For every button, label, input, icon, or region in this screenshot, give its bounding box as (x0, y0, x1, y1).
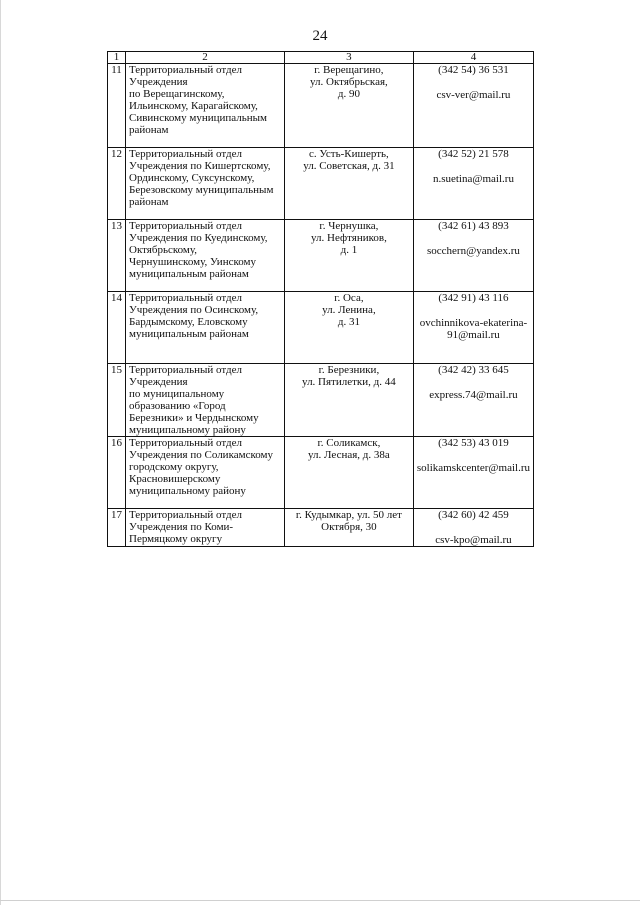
address-cell (284, 364, 413, 437)
address-cell (284, 437, 413, 509)
table-row (108, 292, 534, 364)
address-line: д. 1 (340, 244, 358, 256)
address-line: ул. Нефтяников, (311, 232, 387, 244)
address-line: Октября, 30 (321, 521, 377, 533)
column-header-2: 2 (126, 52, 285, 64)
contact-cell (413, 437, 533, 509)
email-link[interactable]: express.74@mail.ru (429, 389, 518, 401)
department-name-line: Учреждения (129, 76, 188, 88)
address-cell (284, 148, 413, 220)
department-name-cell (126, 364, 285, 437)
department-name-line: муниципальным районам (129, 268, 249, 280)
scan-edge-bottom (0, 900, 640, 901)
department-name-line: районам (129, 124, 169, 136)
address-cell (284, 220, 413, 292)
address-line: ул. Октябрьская, (310, 76, 388, 88)
address-line: г. Верещагино, (314, 64, 384, 76)
contact-cell (413, 364, 533, 437)
row-number: 15 (108, 364, 126, 437)
address-line: г. Оса, (334, 292, 364, 304)
phone-number: (342 53) 43 019 (438, 437, 509, 449)
contact-cell (413, 64, 533, 148)
address-cell (284, 292, 413, 364)
department-name-line: Учреждения по Коми- (129, 521, 234, 533)
contact-cell (413, 220, 533, 292)
row-number: 14 (108, 292, 126, 364)
scan-edge-left (0, 0, 1, 905)
phone-number: (342 61) 43 893 (438, 220, 509, 232)
email-link[interactable]: ovchinnikova-ekaterina-91@mail.ru (419, 317, 528, 341)
row-number: 11 (108, 64, 126, 148)
department-name-line: Сивинскому муниципальным (129, 112, 267, 124)
department-name-line: Красновишерскому (129, 473, 221, 485)
department-name-line: Территориальный отдел (129, 509, 243, 521)
table-header (108, 52, 534, 64)
phone-number: (342 54) 36 531 (438, 64, 509, 76)
department-name-line: Бардымскому, Еловскому (129, 316, 248, 328)
address-line: с. Усть-Кишерть, (309, 148, 389, 160)
address-line: г. Чернушка, (319, 220, 379, 232)
department-name-line: Ординскому, Суксунскому, (129, 172, 255, 184)
address-line: ул. Ленина, (322, 304, 376, 316)
row-number: 13 (108, 220, 126, 292)
contact-cell (413, 509, 533, 547)
header-row (108, 52, 534, 64)
department-name-line: по муниципальному (129, 388, 225, 400)
department-name-line: по Верещагинскому, (129, 88, 225, 100)
department-name-line: Учреждения по Куединскому, (129, 232, 268, 244)
contact-cell (413, 148, 533, 220)
address-line: г. Кудымкар, ул. 50 лет (295, 509, 402, 521)
department-name-line: Ильинскому, Карагайскому, (129, 100, 258, 112)
department-name-line: Березники» и Чердынскому (129, 412, 259, 424)
phone-number: (342 91) 43 116 (438, 292, 509, 304)
email-link[interactable]: csv-ver@mail.ru (436, 89, 511, 101)
department-name-line: Территориальный отдел (129, 220, 243, 232)
department-name-line: Пермяцкому округу (129, 533, 223, 545)
page-number: 24 (312, 28, 328, 44)
address-line: г. Соликамск, (317, 437, 381, 449)
table-row (108, 509, 534, 547)
department-name-line: Чернушинскому, Уинскому (129, 256, 256, 268)
department-name-line: Учреждения по Кишертскому, (129, 160, 271, 172)
table-row (108, 64, 534, 148)
department-name-cell (126, 220, 285, 292)
row-number: 16 (108, 437, 126, 509)
department-name-line: Территориальный отдел (129, 64, 243, 76)
address-line: ул. Советская, д. 31 (303, 160, 395, 172)
table-row (108, 220, 534, 292)
department-name-line: муниципальному району (129, 424, 246, 436)
address-line: ул. Пятилетки, д. 44 (302, 376, 396, 388)
column-header-3: 3 (284, 52, 413, 64)
department-name-line: Территориальный отдел (129, 148, 243, 160)
department-name-line: городскому округу, (129, 461, 219, 473)
email-link[interactable]: socchern@yandex.ru (427, 245, 520, 257)
department-name-line: Территориальный отдел (129, 364, 243, 376)
row-number: 12 (108, 148, 126, 220)
row-number: 17 (108, 509, 126, 547)
email-link[interactable]: solikamskcenter@mail.ru (416, 462, 530, 474)
address-line: г. Березники, (318, 364, 380, 376)
department-name-cell (126, 292, 285, 364)
department-name-line: муниципальному району (129, 485, 246, 497)
table-row (108, 364, 534, 437)
department-name-line: муниципальным районам (129, 328, 249, 340)
email-link[interactable]: csv-kpo@mail.ru (435, 534, 512, 546)
department-name-line: Территориальный отдел (129, 437, 243, 449)
phone-number: (342 52) 21 578 (438, 148, 509, 160)
address-cell (284, 64, 413, 148)
department-name-line: образованию «Город (129, 400, 226, 412)
address-line: ул. Лесная, д. 38а (308, 449, 390, 461)
contact-cell (413, 292, 533, 364)
department-name-line: Территориальный отдел (129, 292, 243, 304)
phone-number: (342 42) 33 645 (438, 364, 509, 376)
address-cell (284, 509, 413, 547)
table-row (108, 437, 534, 509)
email-link[interactable]: n.suetina@mail.ru (432, 173, 514, 185)
department-name-line: Учреждения (129, 376, 188, 388)
address-line: д. 90 (337, 88, 360, 100)
address-line: д. 31 (337, 316, 360, 328)
column-header-4: 4 (413, 52, 533, 64)
department-name-line: Учреждения по Соликамскому (129, 449, 274, 461)
department-name-line: Учреждения по Осинскому, (129, 304, 259, 316)
department-name-cell (126, 509, 285, 547)
contacts-table (107, 51, 534, 547)
table-row (108, 148, 534, 220)
table-body (108, 64, 534, 547)
department-name-line: Октябрьскому, (129, 244, 198, 256)
department-name-line: районам (129, 196, 169, 208)
department-name-cell (126, 148, 285, 220)
department-name-cell (126, 437, 285, 509)
department-name-line: Березовскому муниципальным (129, 184, 274, 196)
department-name-cell (126, 64, 285, 148)
phone-number: (342 60) 42 459 (438, 509, 509, 521)
column-header-1: 1 (108, 52, 126, 64)
